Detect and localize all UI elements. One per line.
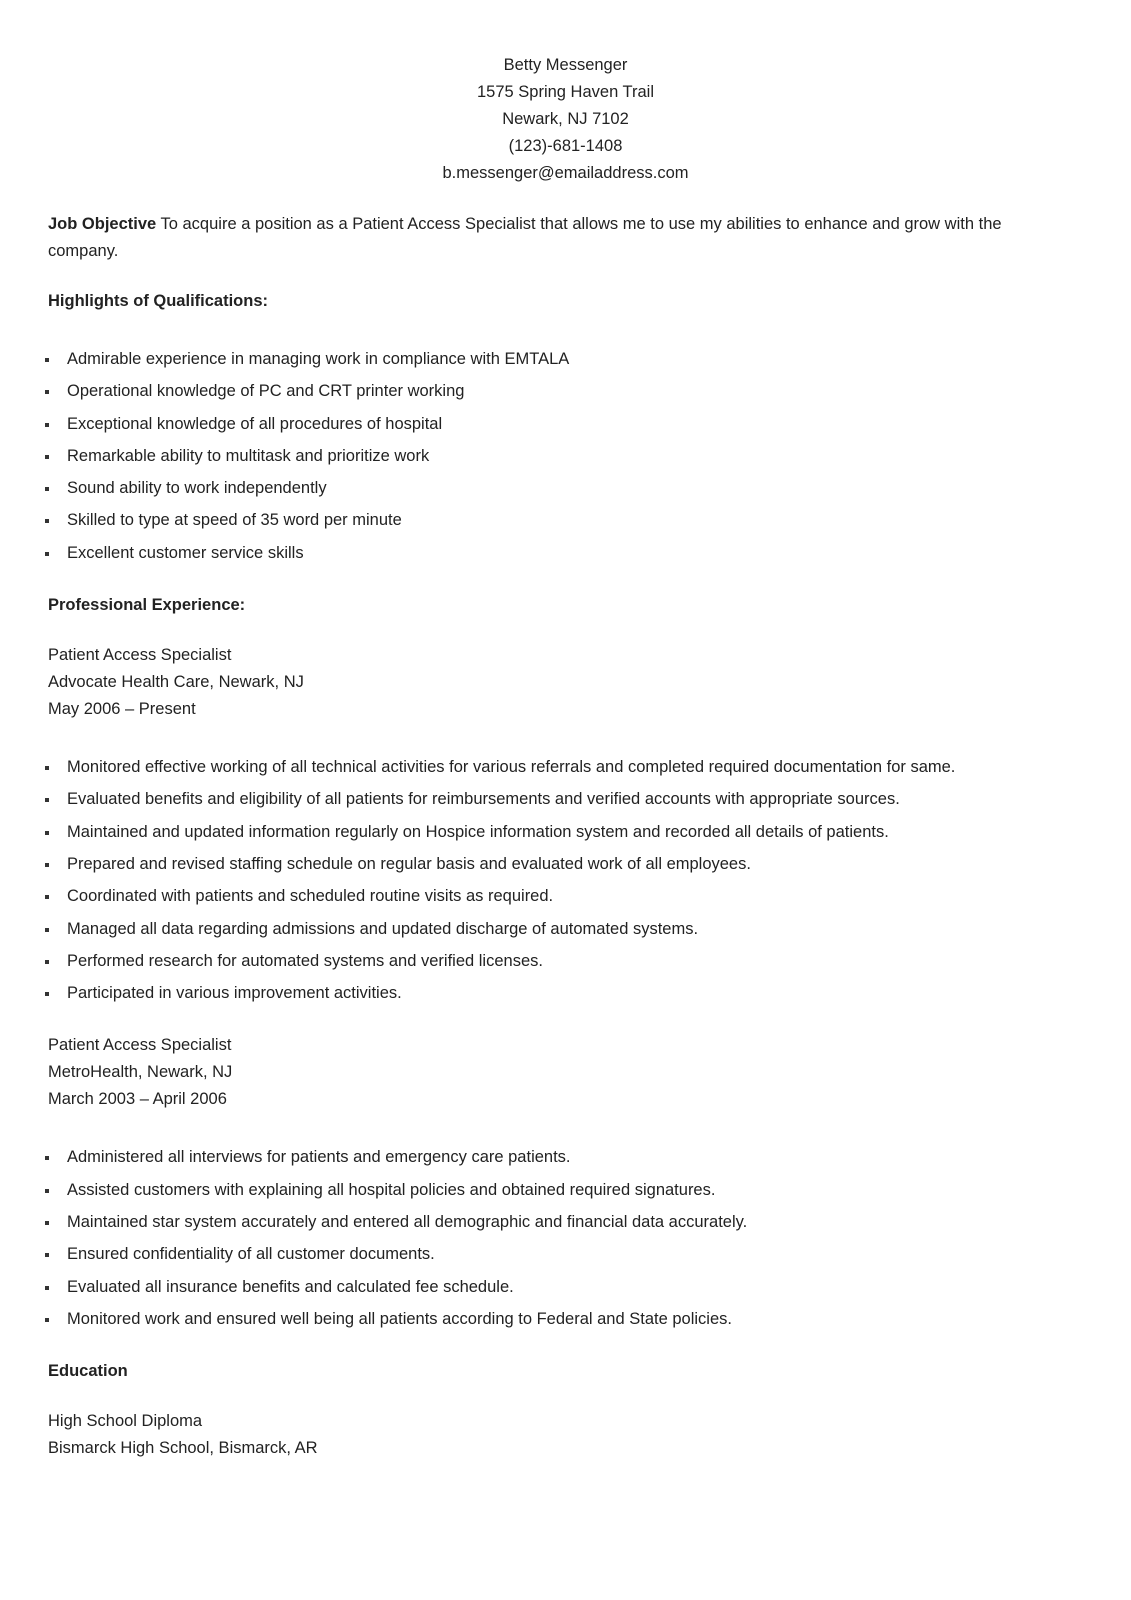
education-heading: Education (48, 1362, 128, 1381)
job-2-duties (48, 1141, 1071, 1335)
email-address: b.messenger@emailaddress.com (442, 164, 689, 182)
list-item: Performed research for automated systems and verified licenses. (48, 945, 1071, 977)
list-item: Admirable experience in managing work in compliance with EMTALA (48, 343, 1071, 375)
list-item: Coordinated with patients and scheduled routine visits as required. (48, 880, 1071, 912)
candidate-name: Betty Messenger (503, 56, 628, 74)
job-dates: May 2006 – Present (48, 700, 196, 719)
list-item: Evaluated all insurance benefits and calculated fee schedule. (48, 1271, 1071, 1303)
list-item: Monitored work and ensured well being all patients according to Federal and State policies. (48, 1303, 1071, 1335)
phone-number: (123)-681-1408 (508, 137, 623, 155)
education-school: Bismarck High School, Bismarck, AR (48, 1439, 318, 1458)
street-address: 1575 Spring Haven Trail (476, 83, 655, 101)
experience-heading: Professional Experience: (48, 596, 246, 615)
list-item: Skilled to type at speed of 35 word per minute (48, 504, 1071, 536)
list-item: Maintained star system accurately and entered all demographic and financial data accurately. (48, 1206, 1071, 1238)
job-dates: March 2003 – April 2006 (48, 1090, 227, 1109)
job-title: Patient Access Specialist (48, 1036, 232, 1055)
education-degree: High School Diploma (48, 1412, 203, 1431)
list-item: Assisted customers with explaining all hospital policies and obtained required signatures. (48, 1174, 1071, 1206)
list-item: Operational knowledge of PC and CRT printer working (48, 375, 1071, 407)
job-title: Patient Access Specialist (48, 646, 232, 665)
job-1-duties (48, 751, 1071, 1009)
list-item: Prepared and revised staffing schedule on regular basis and evaluated work of all employees. (48, 848, 1071, 880)
city-state-zip: Newark, NJ 7102 (502, 110, 629, 128)
list-item: Ensured confidentiality of all customer documents. (48, 1238, 1071, 1270)
education-entry (48, 1408, 1071, 1462)
job-employer: MetroHealth, Newark, NJ (48, 1063, 233, 1082)
qualifications-list (48, 343, 1071, 569)
list-item: Remarkable ability to multitask and prioritize work (48, 440, 1071, 472)
list-item: Participated in various improvement activities. (48, 977, 1071, 1009)
list-item: Managed all data regarding admissions and updated discharge of automated systems. (48, 913, 1071, 945)
objective-text: To acquire a position as a Patient Access Specialist that allows me to use my abilities to enhance and grow with the company. (48, 215, 1002, 260)
qualifications-heading: Highlights of Qualifications: (48, 292, 268, 310)
list-item: Excellent customer service skills (48, 537, 1071, 569)
list-item: Exceptional knowledge of all procedures of hospital (48, 408, 1071, 440)
contact-header (48, 0, 1071, 187)
list-item: Evaluated benefits and eligibility of all patients for reimbursements and verified accounts with appropriate sources. (48, 783, 1071, 815)
list-item: Maintained and updated information regularly on Hospice information system and recorded all details of patients. (48, 816, 1071, 848)
list-item: Sound ability to work independently (48, 472, 1071, 504)
list-item: Administered all interviews for patients and emergency care patients. (48, 1141, 1071, 1173)
objective-label: Job Objective (48, 215, 157, 233)
job-objective (48, 211, 1071, 265)
job-employer: Advocate Health Care, Newark, NJ (48, 673, 304, 692)
job-entry-1 (48, 642, 1071, 723)
job-entry-2 (48, 1032, 1071, 1113)
list-item: Monitored effective working of all technical activities for various referrals and completed required documentation for same. (48, 751, 1071, 783)
